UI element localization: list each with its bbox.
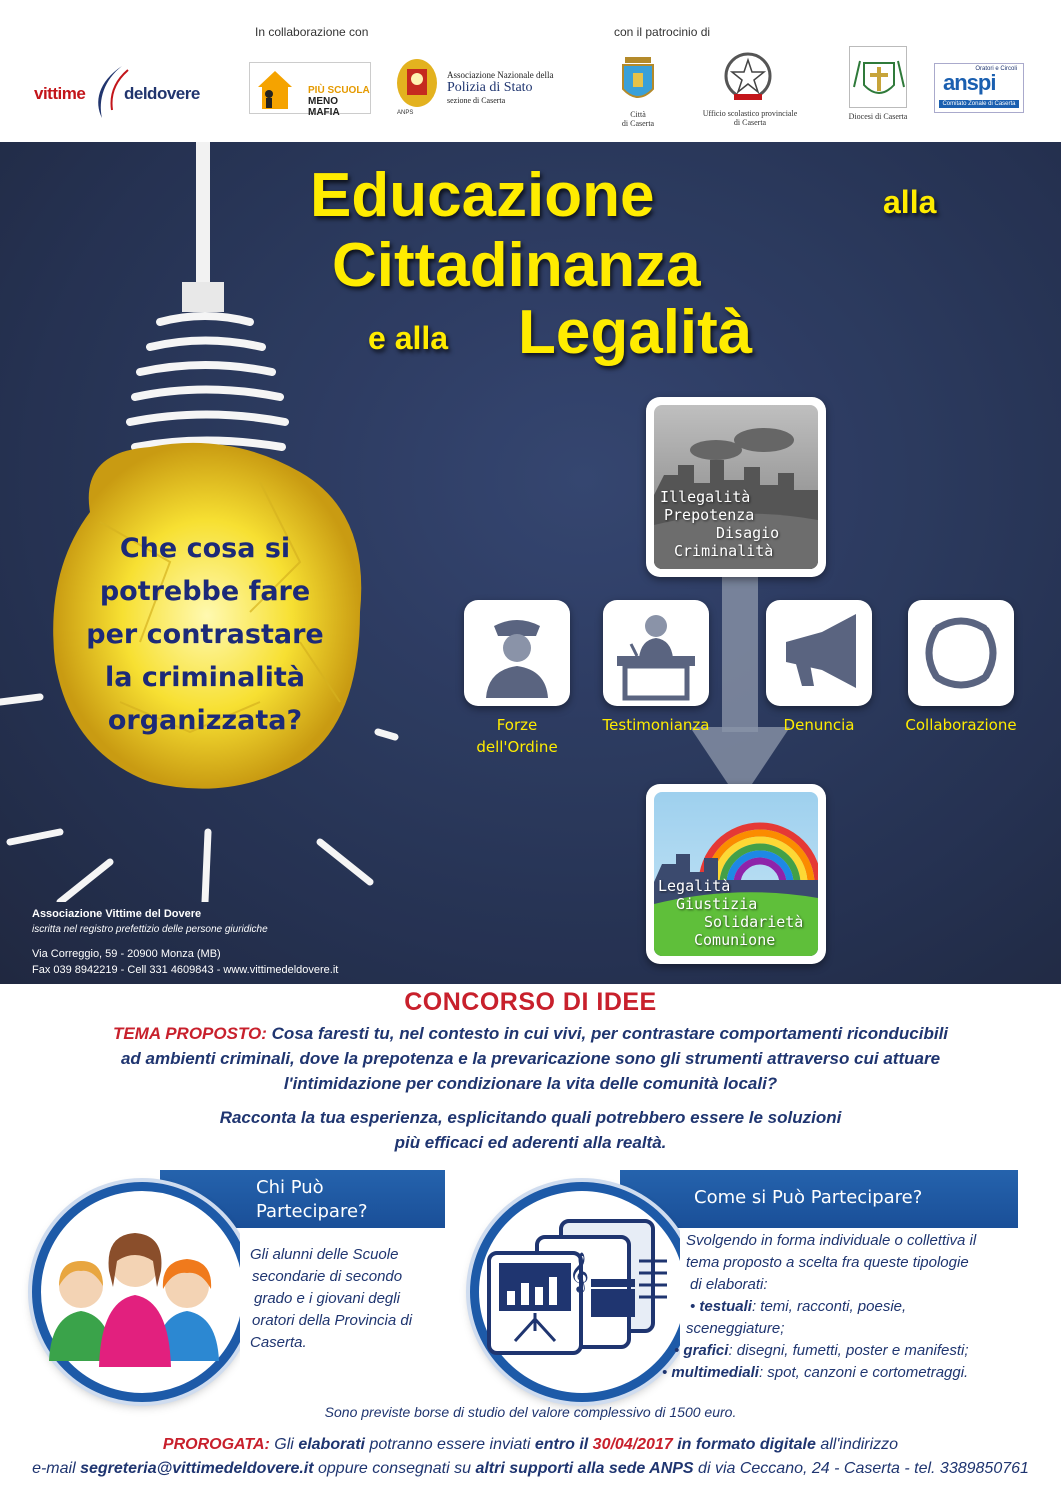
how-b1-key: testuali — [699, 1298, 752, 1315]
label-testimonianza: Testimonianza — [602, 716, 710, 734]
label-collaborazione: Collaborazione — [905, 716, 1017, 734]
illegality-line3: Disagio — [716, 524, 780, 542]
who-line2: secondarie di secondo — [252, 1268, 403, 1285]
polizia-emblem-icon — [393, 55, 441, 117]
anspi-sub: Comitato Zonale di Caserta — [939, 100, 1019, 108]
legality-line4: Comunione — [694, 931, 776, 949]
who-text — [250, 1244, 412, 1354]
question-text — [40, 527, 370, 742]
assoc-name: Associazione Vittime del Dovere — [32, 908, 202, 920]
megaphone-icon — [766, 600, 872, 706]
who-title2: Partecipare? — [256, 1201, 368, 1222]
racconta-line1: Racconta la tua esperienza, esplicitando quali potrebbero essere le soluzioni — [219, 1108, 842, 1127]
legality-line2: Giustizia — [676, 895, 758, 913]
title-line3: Legalità — [518, 298, 753, 367]
line2-a: oppure consegnati su — [313, 1460, 476, 1477]
question-line4: la criminalità — [105, 662, 305, 693]
anps-badge-text: ANPS — [397, 110, 414, 116]
who-title1: Chi Può — [256, 1177, 324, 1198]
anps-text — [447, 70, 553, 105]
scuola-line2: MENO MAFIA — [308, 96, 340, 118]
assoc-contacts: Fax 039 8942219 - Cell 331 4609843 - www.vittimedeldovere.it — [32, 964, 339, 976]
usp-line2: di Caserta — [733, 118, 767, 127]
svg-text:𝄞: 𝄞 — [569, 1252, 590, 1292]
tema-label: TEMA PROPOSTO: — [112, 1024, 267, 1043]
proro-p5: in formato digitale — [677, 1436, 816, 1453]
email-label: e-mail — [32, 1460, 81, 1477]
podium-speaker-icon — [603, 600, 709, 706]
how-bullet1: • testuali: temi, racconti, poesie, — [690, 1298, 907, 1315]
label-forze — [454, 714, 580, 758]
tema-text2: ad ambienti criminali, dove la prepotenza e la prevaricazione sono gli strumenti attraverso cui attuare — [120, 1049, 941, 1068]
question-line1: Che cosa si — [119, 533, 291, 564]
how-circle — [470, 1182, 694, 1402]
diocesi-crest — [849, 46, 907, 108]
racconta-text — [150, 1105, 911, 1155]
illegality-line4: Criminalità — [674, 542, 774, 560]
proro-p3: potranno essere inviati — [365, 1436, 535, 1453]
question-line5: organizzata? — [107, 705, 303, 736]
title-line1: Educazione — [310, 161, 655, 230]
assoc-reg: iscritta nel registro prefettizio delle persone giuridiche — [32, 924, 268, 935]
police-card — [464, 600, 570, 706]
assoc-addr: Via Correggio, 59 - 20900 Monza (MB) — [32, 948, 221, 960]
scholarship-note: Sono previste borse di studio del valore complessivo di 1500 euro. — [324, 1404, 737, 1420]
students-group-icon — [41, 1191, 243, 1393]
how-b2-val: : disegni, fumetti, poster e manifesti; — [728, 1342, 969, 1359]
how-b1-val2: sceneggiature; — [686, 1320, 785, 1337]
testimony-card — [603, 600, 709, 706]
deadline-info — [0, 1433, 1061, 1481]
who-text-box — [240, 1230, 444, 1370]
piu-scuola-logo — [249, 62, 371, 118]
anspi-logo — [934, 63, 1024, 113]
label-forze-1: Forze — [496, 716, 538, 734]
how-line1: Svolgendo in forma individuale o collettiva il — [686, 1232, 977, 1249]
anspi-main: anspi — [943, 70, 996, 95]
bishop-crest-icon — [850, 47, 908, 109]
usp-line1: Ufficio scolastico provinciale — [702, 109, 798, 118]
collab-label: In collaborazione con — [255, 25, 369, 39]
logo-text-right: deldovere — [124, 84, 200, 103]
who-line5: Caserta. — [250, 1334, 307, 1351]
how-b3-key: multimediali — [671, 1364, 759, 1381]
media-types-icon — [479, 1191, 685, 1393]
deadline-line2 — [0, 1457, 1061, 1481]
house-icon — [254, 67, 296, 111]
tema-text — [70, 1021, 991, 1096]
anps-line2: Polizia di Stato — [447, 80, 533, 95]
anps-line1: Associazione Nazionale della — [447, 70, 554, 80]
who-circle — [32, 1182, 252, 1402]
logo-text-left: vittime — [34, 84, 86, 103]
contest-heading: CONCORSO DI IDEE — [404, 988, 657, 1016]
citta-line2: di Caserta — [621, 119, 655, 128]
citta-line1: Città — [630, 110, 646, 119]
usp-text — [690, 109, 810, 127]
question-line2: potrebbe fare — [99, 576, 311, 607]
email-link[interactable]: segreteria@vittimedeldovere.it — [80, 1460, 314, 1477]
how-b1-val: : temi, racconti, poesie, — [751, 1298, 907, 1315]
line2-c: di via Ceccano, 24 - Caserta - tel. 3389850761 — [693, 1460, 1029, 1477]
illegality-card — [646, 397, 826, 577]
title-line3-small: e alla — [368, 320, 449, 356]
deadline-line1 — [0, 1433, 1061, 1457]
how-line3: di elaborati: — [690, 1276, 768, 1293]
denuncia-card — [766, 600, 872, 706]
anspi-top: Oratori e Circoli — [975, 66, 1017, 72]
joined-hands-icon — [908, 600, 1014, 706]
illegality-line1: Illegalità — [660, 488, 751, 506]
question-line3: per contrastare — [86, 619, 324, 650]
association-info — [32, 906, 338, 978]
anps-line3: sezione di Caserta — [447, 96, 506, 105]
label-forze-2: dell'Ordine — [476, 738, 558, 756]
citta-text — [610, 110, 666, 128]
illegality-line2: Prepotenza — [664, 506, 755, 524]
title-line2: Cittadinanza — [332, 231, 701, 300]
header-logos — [0, 0, 1061, 142]
proro-p1: Gli — [269, 1436, 299, 1453]
vittime-del-dovere-logo — [28, 62, 228, 122]
collaboration-card — [908, 600, 1014, 706]
caserta-crest-icon — [619, 53, 657, 108]
who-line3: grado e i giovani degli — [254, 1290, 400, 1307]
who-line4: oratori della Provincia di — [252, 1312, 413, 1329]
scuola-line1: PIÙ SCUOLA — [308, 85, 370, 96]
tema-text1: Cosa faresti tu, nel contesto in cui vivi, per contrastare comportamenti riconducibili — [271, 1024, 949, 1043]
patron-label: con il patrocinio di — [614, 25, 711, 39]
proro-p6: all'indirizzo — [815, 1436, 899, 1453]
how-text — [662, 1230, 977, 1384]
who-line1: Gli alunni delle Scuole — [250, 1246, 399, 1263]
label-denuncia: Denuncia — [783, 716, 855, 734]
poster-panel — [0, 142, 1061, 984]
how-b3-val: : spot, canzoni e cortometraggi. — [758, 1364, 969, 1381]
how-bullet2: • grafici: disegni, fumetti, poster e manifesti; — [674, 1342, 969, 1359]
tema-text3: l'intimidazione per condizionare la vita delle comunità locali? — [283, 1074, 778, 1093]
how-bullet3: • multimediali: spot, canzoni e cortometraggi. — [662, 1364, 969, 1381]
police-officer-icon — [464, 600, 570, 706]
line2-b: altri supporti alla sede ANPS — [475, 1460, 694, 1477]
racconta-line2: più efficaci ed aderenti alla realtà. — [394, 1133, 667, 1152]
legality-line1: Legalità — [658, 877, 731, 895]
proro-label: PROROGATA: — [162, 1436, 270, 1453]
diocesi-text: Diocesi di Caserta — [848, 112, 908, 121]
how-b2-key: grafici — [683, 1342, 729, 1359]
proro-date: 30/04/2017 — [592, 1436, 673, 1453]
proro-p4: entro il — [534, 1436, 589, 1453]
title-line1-small: alla — [883, 184, 937, 220]
who-title — [256, 1176, 368, 1224]
how-text-box — [662, 1230, 1020, 1390]
repubblica-emblem-icon — [722, 50, 774, 106]
how-title: Come si Può Partecipare? — [694, 1187, 923, 1208]
how-line2: tema proposto a scelta fra queste tipologie — [686, 1254, 969, 1271]
legality-card — [646, 784, 826, 964]
legality-line3: Solidarietà — [704, 913, 804, 931]
proro-p2: elaborati — [298, 1436, 365, 1453]
